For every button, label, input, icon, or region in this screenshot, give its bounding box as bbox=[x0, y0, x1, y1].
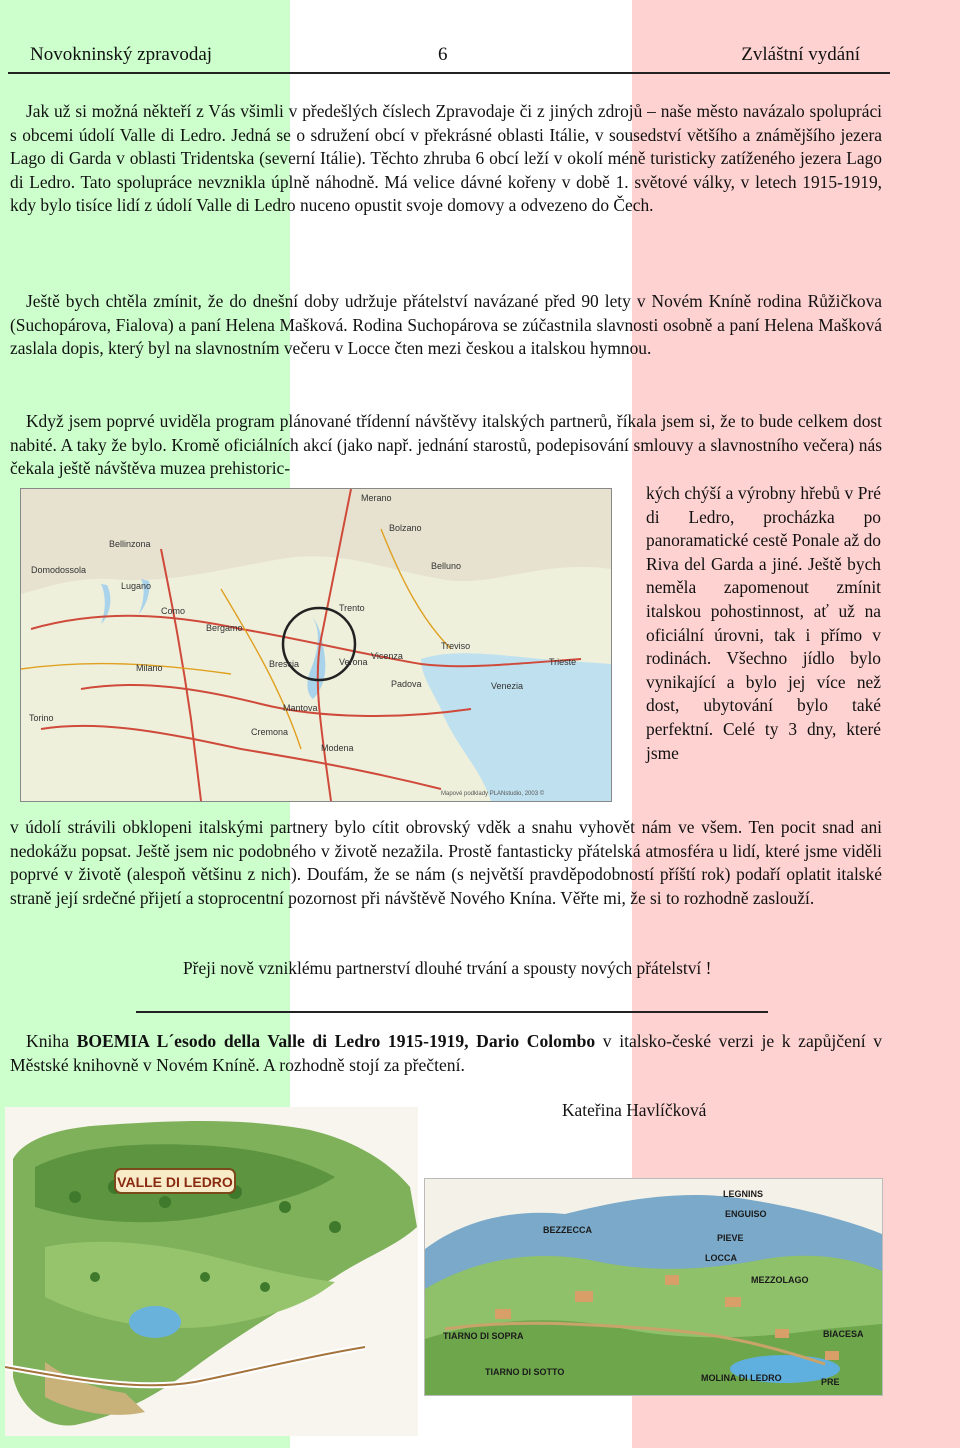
book-note bbox=[10, 1030, 882, 1077]
map-city: Cremona bbox=[251, 727, 289, 737]
map-city: Torino bbox=[29, 713, 54, 723]
book-suffix: v italsko-české verzi je k zapůjčení v Městské knihovně v Novém Kníně. A rozhodně stojí za přečtení. bbox=[10, 1031, 882, 1075]
page-number: 6 bbox=[438, 44, 448, 65]
paragraph-intro: Jak už si možná někteří z Vás všimli v předešlých číslech Zpravodaje či z jiných zdrojů – naše město navázalo spolupráci s obcemi údolí Valle di Ledro. Jedná se o sdružení obcí v překrásné oblasti Itálie, v sousedství většího a známějšího jezera Lago di Garda v oblasti Tridentska (severní Itálie). Těchto zhruba 6 obcí leží v okolí méně turisticky zatíženého jezera Lago di Ledro. Tato spolupráce nevznikla úplně náhodně. Má velice dávné kořeny v době 1. světové války, v letech 1915-1919, kdy bylo tisíce lidí z údolí Valle di Ledro nuceno opustit svoje domovy a odvezeno do Čech. bbox=[10, 101, 882, 216]
newsletter-name: Novokninský zpravodaj bbox=[30, 44, 213, 65]
issue-label: Zvláštní vydání bbox=[741, 44, 860, 65]
village-label: TIARNO DI SOTTO bbox=[485, 1367, 565, 1377]
map-city: Vicenza bbox=[371, 651, 403, 661]
paragraph-visit: Když jsem poprvé uviděla program plánované třídenní návštěvy italských partnerů, říkala jsem si, že to bude celkem dost nabité. A taky že bylo. Kromě oficiálních akcí (jako např. jednání starostů, podepisování smlouvy a slavnostního večera) nás čekala ještě návštěva muzea prehistoric- bbox=[10, 411, 882, 479]
illustration-title: VALLE DI LEDRO bbox=[117, 1174, 233, 1190]
valley-villages-illustration bbox=[424, 1178, 883, 1396]
map-city: Como bbox=[161, 606, 186, 616]
map-city: Padova bbox=[391, 679, 422, 689]
section-separator bbox=[136, 1011, 768, 1013]
closing-wish: Přeji nově vzniklému partnerství dlouhé trvání a spousty nových přátelství ! bbox=[183, 958, 712, 978]
map-northern-italy bbox=[20, 488, 612, 802]
header-rule bbox=[8, 72, 890, 74]
map-city: Merano bbox=[361, 493, 392, 503]
map-city: Domodossola bbox=[31, 565, 87, 575]
map-credit: Mapové podklady PLANstudio, 2003 © bbox=[441, 791, 545, 797]
paragraph-visit-continued: kých chýší a výrobny hřebů v Pré di Ledro, procházka po panoramatické cestě Ponale až do Riva del Garda a jiné. Ještě bych neměla zapomenout zmínit italskou pohostinnost, ať už na oficiální úrovni, tak i přímo v rodinách. Všechno jídlo bylo vynikající a bylo jej více než dost, ubytování bylo také perfektní. Celé ty 3 dny, které jsme bbox=[646, 483, 881, 763]
map-city: Trieste bbox=[549, 657, 577, 667]
village-label: PIEVE bbox=[717, 1233, 744, 1243]
book-prefix: Kniha bbox=[26, 1031, 77, 1051]
map-city: Bolzano bbox=[389, 523, 422, 533]
village-label: LEGNINS bbox=[723, 1189, 764, 1199]
paragraph-friendship: Ještě bych chtěla zmínit, že do dnešní doby udržuje přátelství navázané před 90 lety v Novém Kníně rodina Růžičkova (Suchopárova, Fialova) a paní Helena Mašková. Rodina Suchopárova se zúčastnila slavnosti osobně a paní Helena Mašková zaslala dopis, který byl na slavnostním večeru v Locce čten mezi českou a italskou hymnou. bbox=[10, 291, 882, 359]
map-city: Trento bbox=[339, 603, 365, 613]
village-label: MEZZOLAGO bbox=[751, 1275, 809, 1285]
village-label: LOCCA bbox=[705, 1253, 737, 1263]
map-city: Treviso bbox=[441, 641, 471, 651]
village-label: TIARNO DI SOPRA bbox=[443, 1331, 524, 1341]
map-city: Mantova bbox=[283, 703, 318, 713]
map-city: Venezia bbox=[491, 681, 524, 691]
author-signature: Kateřina Havlíčková bbox=[562, 1100, 707, 1120]
valle-di-ledro-illustrated-map bbox=[5, 1107, 418, 1436]
map-city: Belluno bbox=[431, 561, 462, 571]
map-city: Modena bbox=[321, 743, 354, 753]
village-label: BEZZECCA bbox=[543, 1225, 592, 1235]
map-city: Brescia bbox=[269, 659, 300, 669]
village-label: MOLINA DI LEDRO bbox=[701, 1373, 782, 1383]
paragraph-experience: v údolí strávili obklopeni italskými partnery bylo cítit obrovský vděk a snahu vyhovět nám ve všem. Ten pocit snad ani nedokážu popsat. Ještě jsem nic podobného v životě nezažila. Prostě fantasticky přátelská atmosféra u lidí, které jsme viděli poprvé v životě (alespoň většinu z nich). Doufám, že se nám (s největší pravděpodobností příští rok) podaří oplatit italské straně její srdečné přijetí a stoprocentní pozornost při návštěvě Nového Knína. Věřte mi, že si to rozhodně zaslouží. bbox=[10, 817, 882, 908]
village-label: ENGUISO bbox=[725, 1209, 767, 1219]
map-city: Bellinzona bbox=[109, 539, 151, 549]
map-city: Milano bbox=[136, 663, 163, 673]
map-city: Verona bbox=[339, 657, 368, 667]
map-city: Lugano bbox=[121, 581, 152, 591]
village-label: BIACESA bbox=[823, 1329, 864, 1339]
page-header bbox=[30, 44, 860, 70]
village-label: PRE bbox=[821, 1377, 840, 1387]
book-title: BOEMIA L´esodo della Valle di Ledro 1915-1919, Dario Colombo bbox=[76, 1031, 596, 1051]
map-city: Bergamo bbox=[206, 623, 243, 633]
